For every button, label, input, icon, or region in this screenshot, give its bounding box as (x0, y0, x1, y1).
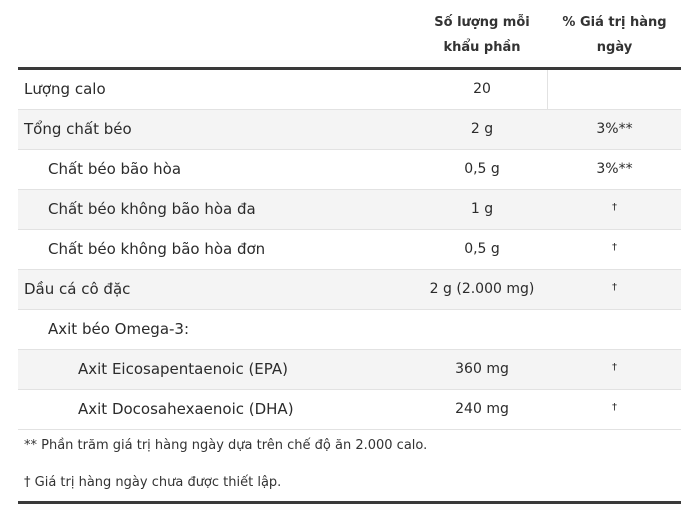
row-amount: 360 mg (455, 361, 509, 377)
row-amount: 240 mg (455, 401, 509, 417)
table-row-calories (18, 70, 681, 110)
table-row-monounsaturated-fat (18, 230, 681, 270)
row-label: Lượng calo (24, 80, 106, 98)
row-daily-value: † (612, 242, 617, 253)
table-row-omega-3 (18, 310, 681, 350)
row-amount: 0,5 g (464, 161, 500, 177)
row-daily-value: † (612, 402, 617, 413)
table-row-epa (18, 350, 681, 390)
table-row-saturated-fat (18, 150, 681, 190)
row-daily-value: † (612, 282, 617, 293)
row-daily-value: 3%** (596, 161, 633, 177)
row-label: Axit béo Omega-3: (48, 320, 190, 338)
column-header-amount: Số lượng mỗi khẩu phần (434, 15, 530, 55)
table-row-fish-oil-concentrate (18, 270, 681, 310)
table-row-dha (18, 390, 681, 430)
row-label: Tổng chất béo (24, 120, 132, 138)
row-daily-value: † (612, 362, 617, 373)
table-row-polyunsaturated-fat (18, 190, 681, 230)
nutrition-table (18, 70, 681, 430)
row-label: Chất béo không bão hòa đa (48, 200, 256, 218)
footnote-not-established: † Giá trị hàng ngày chưa được thiết lập. (24, 475, 282, 490)
row-amount: 2 g (2.000 mg) (429, 281, 535, 297)
row-label: Chất béo bão hòa (48, 160, 182, 178)
row-amount: 0,5 g (464, 241, 500, 257)
row-amount: 2 g (470, 121, 494, 137)
row-daily-value: † (612, 202, 617, 213)
row-label: Chất béo không bão hòa đơn (48, 240, 266, 258)
row-daily-value: 3%** (596, 121, 633, 137)
row-amount: 20 (473, 81, 491, 97)
table-bottom-rule (18, 501, 681, 504)
row-label: Dầu cá cô đặc (24, 280, 131, 298)
footnote-daily-value: ** Phần trăm giá trị hàng ngày dựa trên chế độ ăn 2.000 calo. (24, 438, 428, 453)
row-label: Axit Docosahexaenoic (DHA) (78, 400, 294, 418)
column-header-daily-value: % Giá trị hàng ngày (562, 15, 667, 55)
column-divider (547, 70, 548, 109)
row-label: Axit Eicosapentaenoic (EPA) (78, 360, 288, 378)
table-row-total-fat (18, 110, 681, 150)
row-amount: 1 g (470, 201, 494, 217)
